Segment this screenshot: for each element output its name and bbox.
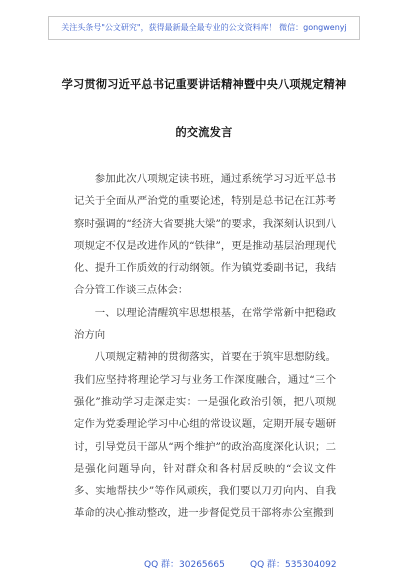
document-title-line-2: 的交流发言: [175, 125, 233, 139]
top-banner: [48, 16, 360, 40]
footer-qq-group-2: QQ 群：535304092: [250, 560, 337, 570]
body-paragraph: 参加此次八项规定读书班，通过系统学习习近平总书记关于全面从严治党的重要论述，特别是总书记在江苏考察时强调的“经济大省要挑大梁”的要求，我深刻认识到八项规定不仅是改进作风的“铁律”，更是推动基层治理现代化、提升工作质效的行动纲领。作为镇党委副书记，我结合分管工作谈三点体会：: [74, 173, 336, 297]
body-paragraph: 八项规定精神的贯彻落实，首要在于筑牢思想防线。我们应坚持将理论学习与业务工作深度融合，通过“三个强化”推动学习走深走实：一是强化政治引领，把八项规定作为党委理论学习中心组的常设议题，定期开展专题研讨，引导党员干部从“两个维护”的政治高度深化认识；二是强化问题导向，针对群众和各村居反映的“会议文件多、实地帮扶少”等作风顽疾，我们要以刀刃向内、自我革命的决心推动整改，进一步督促党员干部将赤公室搬到: [74, 351, 336, 520]
document-title-line-1: 学习贯彻习近平总书记重要讲话精神暨中央八项规定精神: [61, 77, 347, 91]
banner-text: 关注头条号"公文研究"，获得最新最全最专业的公文资料库！ 微信：gongwenyj: [61, 23, 347, 32]
section-heading: 一、以理论清醒筑牢思想根基，在常学常新中把稳政治方向: [74, 306, 336, 342]
footer-qq-group-1: QQ 群：30265665: [144, 560, 225, 570]
footer: [0, 557, 408, 571]
document-body: [74, 168, 336, 525]
